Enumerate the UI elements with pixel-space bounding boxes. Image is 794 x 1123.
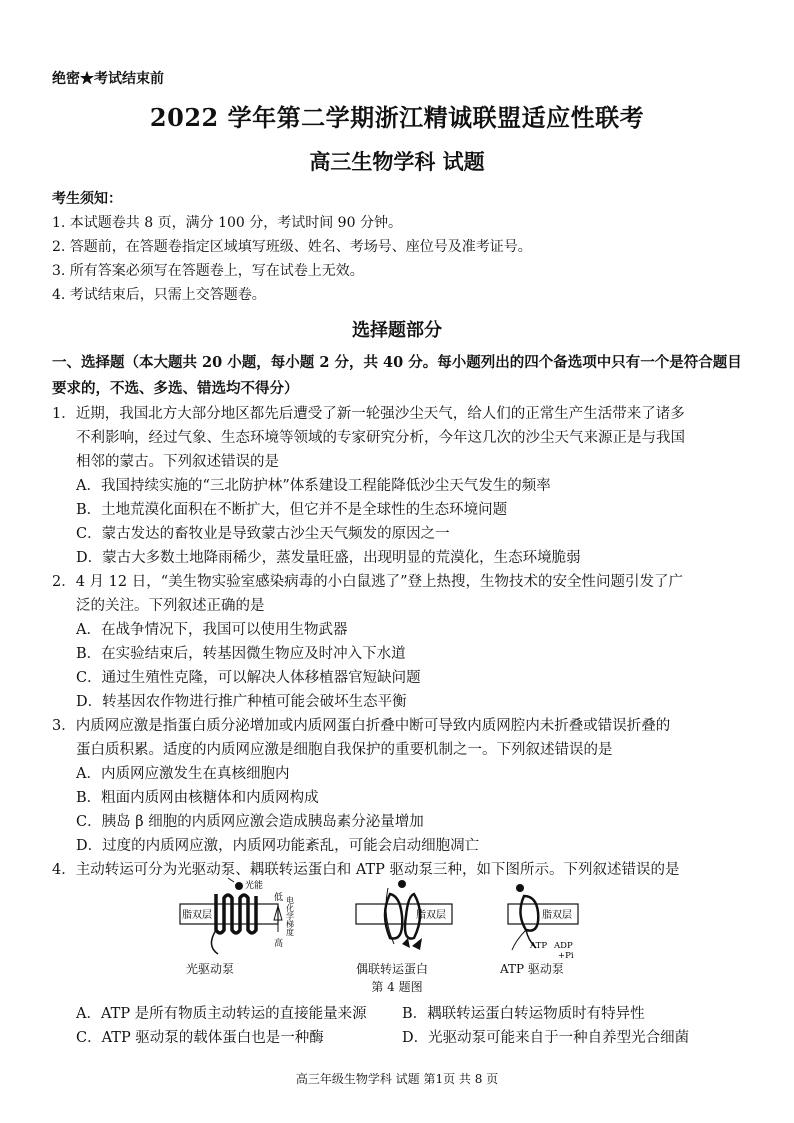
notice-item: 3. 所有答案必须写在答题卷上，写在试卷上无效。: [52, 263, 364, 279]
section-instruction: 一、选择题（本大题共 20 小题，每小题 2 分，共 40 分。每小题列出的四个备选项中只有一个是符合题目要求的，不选、多选、错选均不得分）: [52, 354, 742, 397]
question-1-option-b: B．土地荒漠化面积在不断扩大，但它并不是全球性的生态环境问题: [76, 502, 508, 518]
light-driven-pump-diagram: [180, 878, 295, 954]
question-3-stem-cont: 蛋白质积累。适度的内质网应激是细胞自我保护的重要机制之一。下列叙述错误的是: [76, 742, 613, 758]
question-2-option-d: D．转基因农作物进行推广种植可能会破坏生态平衡: [76, 694, 407, 710]
question-1-option-d: D．蒙古大多数土地降雨稀少，蒸发量旺盛，出现明显的荒漠化，生态环境脆弱: [76, 550, 581, 566]
question-3-option-a: A．内质网应激发生在真核细胞内: [76, 766, 290, 782]
question-2-stem-cont: 泛的关注。下列叙述正确的是: [76, 598, 265, 614]
figure-caption-atp-pump: ATP 驱动泵: [500, 962, 564, 976]
question-4-option-c: C．ATP 驱动泵的载体蛋白也是一种酶: [76, 1030, 324, 1046]
exam-subtitle: 高三生物学科 试题: [309, 149, 485, 174]
question-3-option-b: B．粗面内质网由核糖体和内质网构成: [76, 790, 319, 806]
question-2-option-b: B．在实验结束后，转基因微生物应及时冲入下水道: [76, 646, 406, 662]
question-3-stem: 3．内质网应激是指蛋白质分泌增加或内质网蛋白折叠中断可导致内质网腔内未折叠或错误折叠的: [52, 718, 671, 734]
electrochemical-gradient-label: 电化学梯度: [285, 896, 295, 936]
question-3-option-c: C．胰岛 β 细胞的内质网应激会造成胰岛素分泌量增加: [76, 814, 424, 830]
notice-item: 1. 本试题卷共 8 页，满分 100 分，考试时间 90 分钟。: [52, 215, 402, 231]
gradient-low-label: 低: [274, 893, 284, 903]
question-1-option-a: A．我国持续实施的“三北防护林”体系建设工程能降低沙尘天气发生的频率: [76, 478, 551, 494]
notice-heading: 考生须知：: [52, 191, 122, 207]
notice-item: 2. 答题前，在答题卷指定区域填写班级、姓名、考场号、座位号及准考证号。: [52, 239, 532, 255]
confidential-mark: 绝密★考试结束前: [52, 71, 164, 87]
question-1-stem-cont: 相邻的蒙古。下列叙述错误的是: [76, 454, 279, 470]
question-1-stem: 1．近期，我国北方大部分地区都先后遭受了新一轮强沙尘天气，给人们的正常生产生活带来了诸多: [52, 406, 685, 422]
question-4-stem: 4．主动转运可分为光驱动泵、耦联转运蛋白和 ATP 驱动泵三种，如下图所示。下列叙述错误的是: [52, 862, 680, 878]
membrane-label: 脂双层: [542, 910, 572, 921]
light-energy-label: 光能: [245, 881, 264, 891]
question-4-option-b: B．耦联转运蛋白转运物质时有特异性: [402, 1006, 645, 1022]
atp-driven-pump-diagram: [508, 884, 578, 961]
figure-caption-coupled-transporter: 偶联转运蛋白: [356, 962, 429, 976]
adp-label: ADP: [554, 941, 573, 951]
section-title: 选择题部分: [352, 320, 442, 341]
membrane-label: 脂双层: [182, 910, 212, 921]
exam-title: 2022 学年第二学期浙江精诚联盟适应性联考: [149, 103, 645, 132]
question-2-option-a: A．在战争情况下，我国可以使用生物武器: [76, 622, 348, 638]
question-2-stem: 2．4 月 12 日，“美生物实验室感染病毒的小白鼠逃了”登上热搜，生物技术的安全性问题引发了广: [52, 574, 684, 590]
question-2-option-c: C．通过生殖性克隆，可以解决人体移植器官短缺问题: [76, 670, 421, 686]
question-4-option-a: A．ATP 是所有物质主动转运的直接能量来源: [76, 1006, 367, 1022]
figure-caption-light-pump: 光驱动泵: [186, 962, 235, 976]
coupled-transporter-diagram: [356, 880, 452, 950]
membrane-label: 脂双层: [416, 910, 446, 921]
figure-caption: 第 4 题图: [371, 980, 423, 994]
atp-label: ATP: [530, 941, 548, 951]
question-1-stem-cont: 不利影响，经过气象、生态环境等领域的专家研究分析，今年这几次的沙尘天气来源正是与我国: [76, 430, 685, 446]
question-3-option-d: D．过度的内质网应激，内质网功能紊乱，可能会启动细胞凋亡: [76, 838, 480, 854]
question-1-option-c: C．蒙古发达的畜牧业是导致蒙古沙尘天气频发的原因之一: [76, 526, 450, 542]
question-4-option-d: D．光驱动泵可能来自于一种自养型光合细菌: [402, 1030, 690, 1046]
gradient-high-label: 高: [274, 939, 284, 949]
page-footer: 高三年级生物学科 试题 第1页 共 8 页: [295, 1072, 499, 1086]
notice-item: 4. 考试结束后，只需上交答题卷。: [52, 287, 266, 303]
pi-label: +Pi: [558, 951, 574, 961]
